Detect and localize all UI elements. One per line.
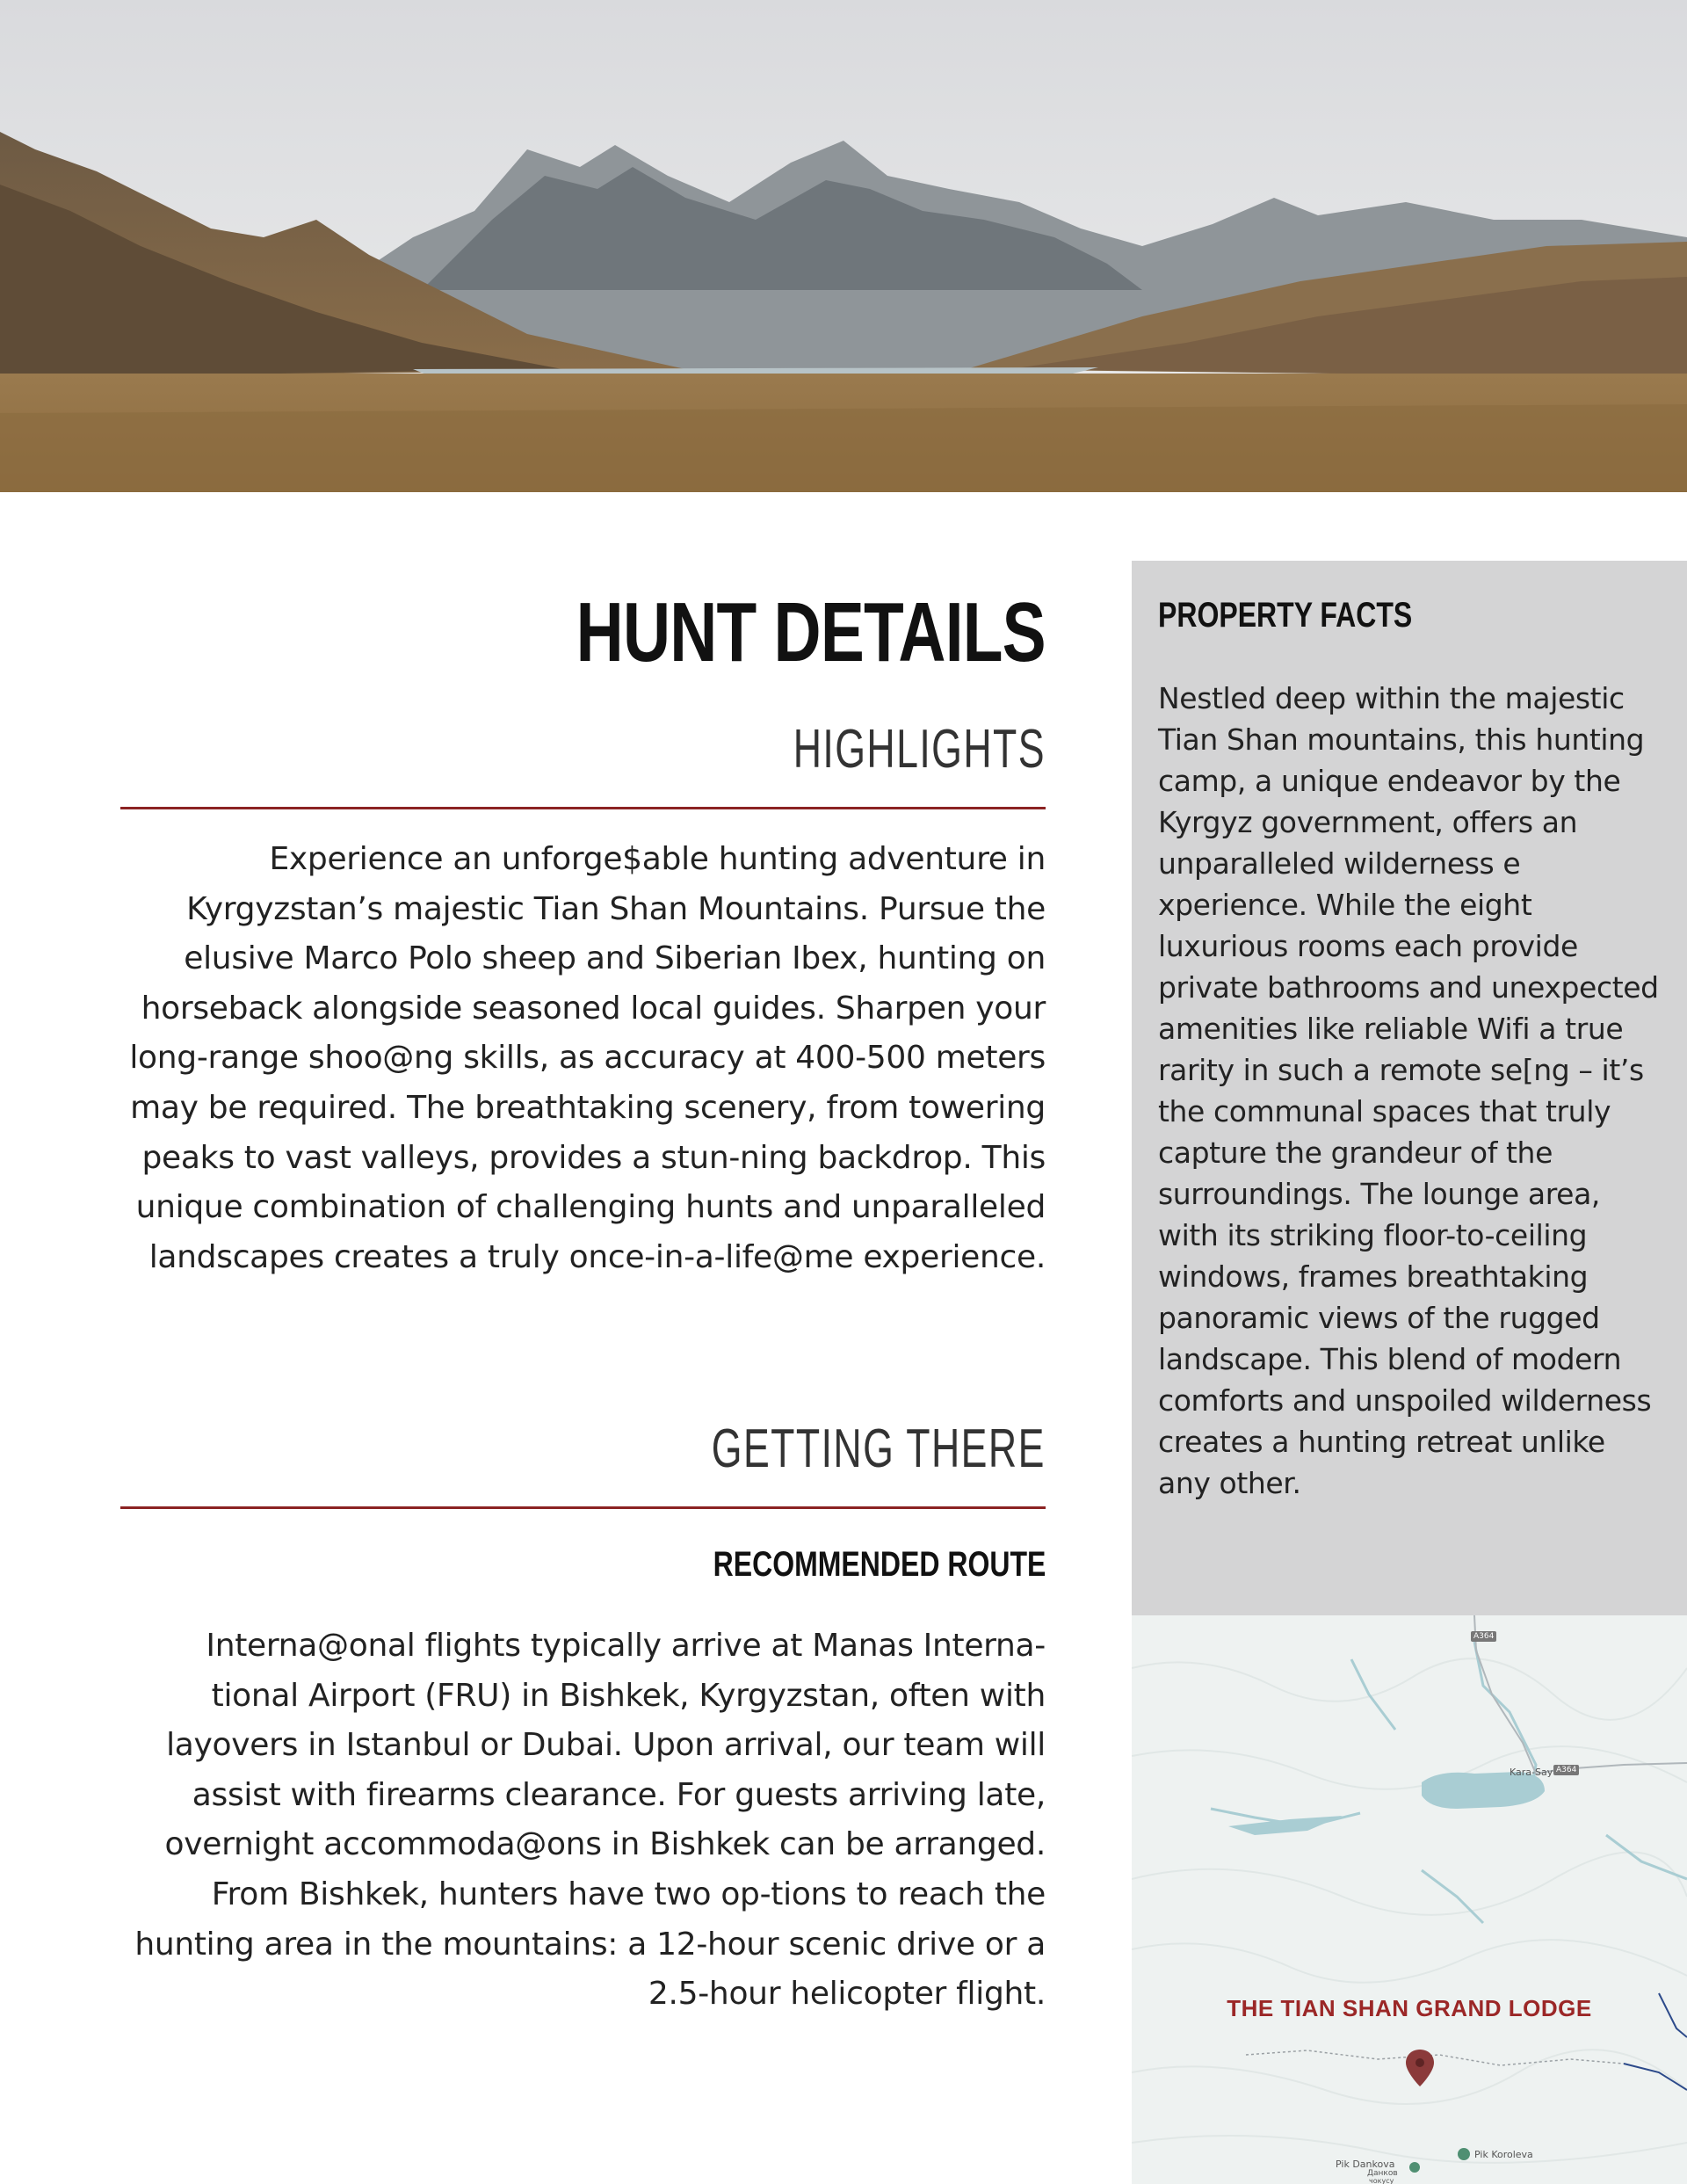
recommended-route-heading: RECOMMENDED ROUTE <box>713 1545 1046 1584</box>
map-peak-label: Pik Koroleva <box>1474 2149 1533 2160</box>
location-map[interactable] <box>1132 1615 1687 2184</box>
highlights-divider <box>120 807 1046 809</box>
getting-there-heading: GETTING THERE <box>711 1419 1046 1479</box>
route-paragraph: Interna@onal flights typically arrive at Manas Interna-tional Airport (FRU) in Bishkek, Kyrgyzstan, often with layovers in Istanbul or Dubai. Upon arrival, our team will assist with firearms clearance. For guests arriving late, overnight accommoda@ons in Bishkek can be arranged. From Bishkek, hunters have two op-tions to reach the hunting area in the mountains: a 12-hour scenic drive or a 2.5-hour helicopter flight. <box>134 1628 1046 2013</box>
map-peak-label-local-2: чокусу <box>1369 2177 1394 2184</box>
peak-icon <box>1409 2162 1420 2173</box>
road-badge: A364 <box>1471 1631 1496 1642</box>
map-terrain <box>1132 1615 1687 2184</box>
property-facts-title: PROPERTY FACTS <box>1158 596 1413 635</box>
road-badge: A364 <box>1553 1765 1579 1775</box>
map-peak-label-local: Данков <box>1367 2169 1398 2178</box>
lodge-label: THE TIAN SHAN GRAND LODGE <box>1227 1995 1592 2021</box>
property-facts-text: Nestled deep within the majestic Tian Shan mountains, this hunting camp, a unique endeavor by the Kyrgyz government, offers an unparalleled wilderness e xperience. While the eight luxurious rooms each provide private bathrooms and unexpected amenities like reliable Wifi a true rarity in such a remote se[ng – it’s the communal spaces that truly capture the grandeur of the surroundings. The lounge area, with its striking floor-to-ceiling windows, frames breathtaking panoramic views of the rugged landscape. This blend of modern comforts and unspoiled wilderness creates a hunting retreat unlike any other. <box>1158 681 1659 1500</box>
highlights-heading: HIGHLIGHTS <box>793 719 1046 780</box>
hero-landscape-image <box>0 0 1687 492</box>
page-title: HUNT DETAILS <box>576 585 1046 679</box>
property-facts-box <box>1132 561 1687 1615</box>
getting-there-divider <box>120 1506 1046 1509</box>
map-peak-label: Pik Dankova <box>1336 2159 1395 2170</box>
map-place-label: Kara-Say <box>1510 1767 1553 1778</box>
peak-icon <box>1458 2148 1470 2160</box>
highlights-paragraph: Experience an unforge$able hunting adventure in Kyrgyzstan’s majestic Tian Shan Mountains. Pursue the elusive Marco Polo sheep and Siberian Ibex, hunting on horseback alongside seasoned local guides. Sharpen your long-range shoo@ng skills, as accuracy at 400-500 meters may be required. The breathtaking scenery, from towering peaks to vast valleys, provides a stun-ning backdrop. This unique combination of challenging hunts and unparalleled landscapes creates a truly once-in-a-life@me experience. <box>129 841 1046 1275</box>
